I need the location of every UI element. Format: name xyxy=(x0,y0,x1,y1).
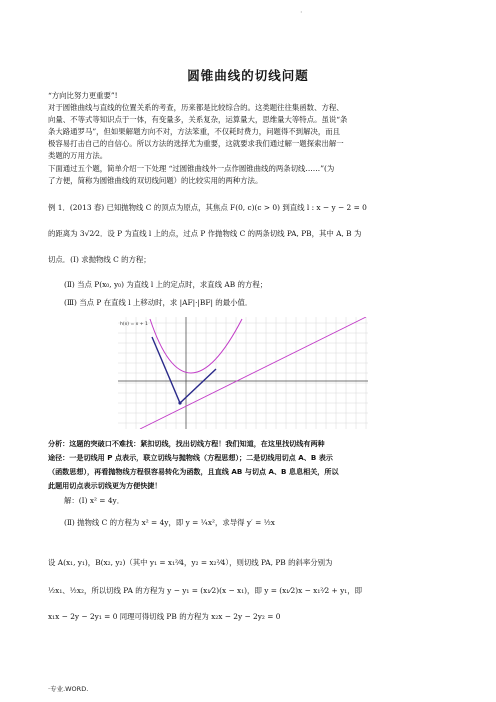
analysis-line: 途径：一是切线用 P 点表示，联立切线与抛物线（方程思想）；二是切线用切点 A、B 表示 xyxy=(48,453,333,462)
solution-line: 设 A(x₁, y₁)，B(x₂, y₂)（其中 y₁ = x₁²⁄4，y₂ = x₂²⁄4），则切线 PA, PB 的斜率分别为 xyxy=(48,558,333,567)
parabola-tangent-graph xyxy=(118,317,368,429)
analysis-line: （函数思想），再看抛物线方程很容易转化为函数，且直线 AB 与切点 A、B 息息相关，所以 xyxy=(48,467,339,476)
intro-line: 极容易打击自己的自信心。所以方法的选择尤为重要，这就要求我们通过解一题探索出解一 xyxy=(48,139,344,148)
sub-question-3: (Ⅲ) 当点 P 在直线 l 上移动时，求 |AF|·|BF| 的最小值． xyxy=(64,298,253,307)
intro-line: 对于圆锥曲线与直线的位置关系的考查，历来都是比较综合的。这类题往往集函数、方程、 xyxy=(48,103,344,112)
example-line: 的距离为 3√2⁄2．设 P 为直线 l 上的点，过点 P 作抛物线 C 的两条切线 PA, PB，其中 A, B 为 xyxy=(48,229,362,238)
intro-line: 了方便，简称为圆锥曲线的双切线问题）的比较实用的两种方法。 xyxy=(48,176,263,185)
example-line: 切点．(Ⅰ) 求抛物线 C 的方程； xyxy=(48,255,151,264)
quote: “方向比努力更重要”! xyxy=(48,91,118,100)
intro-line: 类题的万用方法。 xyxy=(48,151,108,160)
intro-line: 条大路通罗马”，但如果解题方向不对，方法笨重，不仅耗时费力，问题得不到解决，而且 xyxy=(48,127,341,136)
solution-line: ½x₁、½x₂，所以切线 PA 的方程为 y − y₁ = (x₁⁄2)(x − x₁)，即 y = (x₁⁄2)x − x₁²⁄2 + y₁，即 xyxy=(48,586,362,595)
page-title: 圆锥曲线的切线问题 xyxy=(187,68,309,83)
solution-part-2: (Ⅱ) 抛物线 C 的方程为 x² = 4y，即 y = ¼x²，求导得 y′ = ½x xyxy=(64,518,275,527)
analysis-line: 分析：这题的突破口不难找：紧扣切线，找出切线方程！我们知道，在这里找切线有两种 xyxy=(48,439,325,448)
solution-line: x₁x − 2y − 2y₁ = 0 同理可得切线 PB 的方程为 x₂x − 2y − 2y₂ = 0 xyxy=(48,612,281,621)
footer-mark: ·专业.WORD. xyxy=(48,685,89,693)
intro-line: 向量、不等式等知识点于一体，有变量多，关系复杂，运算量大，思维量大等特点。虽说“条 xyxy=(48,115,348,124)
intro-line: 下面通过五个题，简单介绍一下处理 “过圆锥曲线外一点作圆锥曲线的两条切线……”(为 xyxy=(48,164,335,173)
analysis-line: 此题用切点表示切线更为方便快捷！ xyxy=(48,481,162,490)
point-p xyxy=(178,401,181,404)
sub-question-2: (Ⅱ) 当点 P(x₀, y₀) 为直线 l 上的定点时，求直线 AB 的方程； xyxy=(64,280,268,289)
graph-label: h(x) = x + 1 xyxy=(120,322,148,327)
header-mark: · xyxy=(300,8,303,17)
example-line: 例 1．(2013 春) 已知抛物线 C 的顶点为原点，其焦点 F(0, c)(c > 0) 到直线 l : x − y − 2 = 0 xyxy=(48,203,367,212)
solution-part-1: 解：(Ⅰ) x² = 4y． xyxy=(64,496,125,505)
